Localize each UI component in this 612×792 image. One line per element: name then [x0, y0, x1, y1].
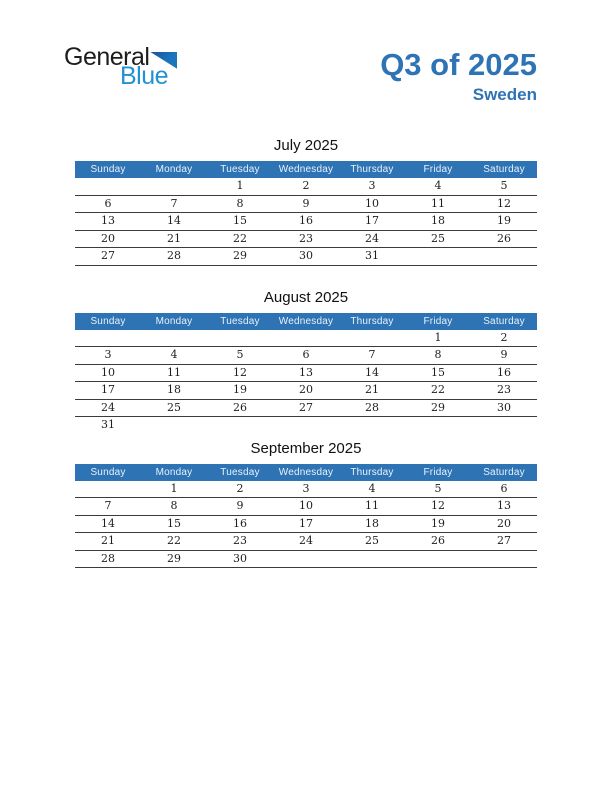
date-cell: 16 — [497, 365, 511, 379]
empty-date-cell — [339, 551, 405, 568]
title-block — [380, 48, 537, 105]
date-cell: 26 — [497, 231, 511, 245]
month-title: July 2025 — [273, 137, 339, 154]
date-cell: 22 — [167, 534, 181, 547]
weekday-cell: Tuesday — [220, 315, 260, 327]
date-cell: 30 — [299, 249, 313, 262]
logo-text-blue: Blue — [120, 62, 169, 90]
date-cell: 18 — [431, 214, 445, 227]
weekday-cell: Tuesday — [220, 466, 260, 478]
weekday-cell: Wednesday — [278, 466, 334, 478]
empty-date-cell — [273, 330, 339, 347]
date-row — [75, 248, 537, 266]
date-row — [75, 498, 537, 516]
date-cell: 28 — [167, 249, 181, 262]
date-cell: 4 — [170, 348, 178, 361]
date-cell: 2 — [236, 481, 244, 495]
empty-date-cell — [207, 330, 273, 347]
date-cell: 14 — [101, 516, 115, 530]
date-row — [75, 178, 537, 196]
weekday-cell: Sunday — [90, 315, 126, 327]
date-cell: 21 — [167, 231, 181, 245]
date-cell: 10 — [101, 365, 115, 379]
date-cell: 29 — [167, 551, 181, 565]
date-cell: 4 — [434, 179, 442, 192]
date-cell: 28 — [101, 551, 115, 565]
date-cell: 5 — [500, 179, 508, 192]
date-cell: 31 — [101, 418, 115, 431]
weekday-cell: Thursday — [350, 466, 394, 478]
date-cell: 23 — [497, 383, 511, 396]
weekday-header-row — [75, 313, 537, 330]
date-cell: 11 — [365, 499, 379, 512]
date-cell: 22 — [233, 231, 247, 245]
date-cell: 5 — [434, 481, 442, 495]
date-cell: 2 — [302, 179, 310, 192]
date-cell: 17 — [299, 516, 313, 530]
date-cell: 12 — [233, 365, 247, 379]
date-cell: 13 — [497, 499, 511, 512]
date-cell: 11 — [167, 365, 181, 379]
date-cell: 19 — [233, 383, 247, 396]
date-cell: 29 — [431, 400, 445, 414]
weekday-cell: Friday — [423, 315, 453, 327]
date-cell: 25 — [365, 534, 379, 547]
quarter-title: Q3 of 2025 — [380, 47, 537, 82]
weekday-cell: Friday — [423, 466, 453, 478]
date-cell: 15 — [233, 214, 247, 227]
date-cell: 8 — [170, 499, 178, 512]
date-cell: 14 — [365, 365, 379, 379]
date-row — [75, 347, 537, 365]
empty-date-cell — [75, 178, 141, 195]
date-cell: 6 — [104, 196, 112, 210]
empty-date-cell — [141, 417, 207, 435]
date-cell: 8 — [434, 348, 442, 361]
date-row — [75, 231, 537, 249]
month-calendar — [75, 137, 537, 266]
empty-date-cell — [141, 330, 207, 347]
date-cell: 19 — [497, 214, 511, 227]
region-title: Sweden — [472, 85, 537, 104]
date-row — [75, 365, 537, 383]
date-cell: 16 — [233, 516, 247, 530]
date-cell: 25 — [431, 231, 445, 245]
date-cell: 14 — [167, 214, 181, 227]
date-cell: 9 — [236, 499, 244, 512]
date-cell: 3 — [302, 481, 310, 495]
date-cell: 1 — [236, 179, 244, 192]
date-cell: 6 — [302, 348, 310, 361]
weekday-cell: Monday — [155, 315, 193, 327]
date-cell: 18 — [167, 383, 181, 396]
date-cell: 23 — [299, 231, 313, 245]
weekday-cell: Saturday — [483, 315, 525, 327]
weekday-header-row — [75, 464, 537, 481]
date-cell: 15 — [167, 516, 181, 530]
date-cell: 20 — [101, 231, 115, 245]
date-cell: 30 — [233, 551, 247, 565]
empty-date-cell — [339, 330, 405, 347]
date-cell: 31 — [365, 249, 379, 262]
date-cell: 16 — [299, 214, 313, 227]
date-cell: 26 — [431, 534, 445, 547]
date-cell: 18 — [365, 516, 379, 530]
date-cell: 6 — [500, 481, 508, 495]
empty-date-cell — [471, 248, 537, 265]
date-cell: 3 — [104, 348, 112, 361]
date-cell: 20 — [497, 516, 511, 530]
date-cell: 1 — [434, 330, 442, 344]
empty-date-cell — [405, 248, 471, 265]
date-cell: 5 — [236, 348, 244, 361]
date-cell: 11 — [431, 196, 445, 210]
logo-text-general: General — [64, 43, 150, 71]
date-row — [75, 516, 537, 534]
empty-date-cell — [207, 417, 273, 435]
date-row — [75, 481, 537, 499]
month-calendar — [75, 440, 537, 569]
weekday-cell: Saturday — [483, 466, 525, 478]
general-blue-logo — [64, 45, 177, 89]
date-cell: 19 — [431, 516, 445, 530]
date-cell: 9 — [500, 348, 508, 361]
date-cell: 3 — [368, 179, 376, 192]
date-cell: 27 — [101, 249, 115, 262]
weekday-cell: Saturday — [483, 164, 525, 175]
weekday-cell: Monday — [155, 164, 193, 175]
empty-date-cell — [273, 417, 339, 435]
date-cell: 8 — [236, 196, 244, 210]
date-cell: 27 — [497, 534, 511, 547]
weekday-cell: Sunday — [90, 164, 126, 175]
date-cell: 24 — [299, 534, 313, 547]
date-cell: 21 — [101, 534, 115, 547]
date-cell: 7 — [170, 196, 178, 210]
date-cell: 23 — [233, 534, 247, 547]
date-row — [75, 330, 537, 348]
empty-date-cell — [75, 481, 141, 498]
date-cell: 24 — [365, 231, 379, 245]
weekday-cell: Wednesday — [278, 315, 334, 327]
date-cell: 2 — [500, 330, 508, 344]
date-cell: 15 — [431, 365, 445, 379]
weekday-cell: Thursday — [350, 315, 394, 327]
weekday-cell: Thursday — [350, 164, 394, 175]
date-cell: 24 — [101, 400, 115, 414]
date-cell: 7 — [368, 348, 376, 361]
date-cell: 25 — [167, 400, 181, 414]
empty-date-cell — [405, 417, 471, 435]
weekday-cell: Friday — [423, 164, 453, 175]
date-cell: 21 — [365, 383, 379, 396]
month-title: August 2025 — [263, 288, 349, 306]
empty-date-cell — [339, 417, 405, 435]
weekday-cell: Monday — [155, 466, 193, 478]
date-cell: 10 — [365, 196, 379, 210]
date-cell: 12 — [431, 499, 445, 512]
empty-date-cell — [471, 417, 537, 435]
empty-date-cell — [471, 551, 537, 568]
date-cell: 4 — [368, 481, 376, 495]
date-cell: 17 — [101, 383, 115, 396]
date-row — [75, 400, 537, 418]
weekday-cell: Sunday — [90, 466, 126, 478]
date-cell: 20 — [299, 383, 313, 396]
calendar-months — [75, 130, 537, 568]
date-row — [75, 551, 537, 569]
date-cell: 29 — [233, 249, 247, 262]
date-row — [75, 533, 537, 551]
date-row — [75, 382, 537, 400]
date-cell: 10 — [299, 499, 313, 512]
date-cell: 30 — [497, 400, 511, 414]
date-row — [75, 213, 537, 231]
date-row — [75, 196, 537, 214]
empty-date-cell — [273, 551, 339, 568]
month-title: September 2025 — [250, 439, 362, 457]
empty-date-cell — [141, 178, 207, 195]
date-cell: 1 — [170, 481, 178, 495]
date-cell: 12 — [497, 196, 511, 210]
date-cell: 7 — [104, 499, 112, 512]
date-cell: 17 — [365, 214, 379, 227]
date-cell: 26 — [233, 400, 247, 414]
weekday-cell: Tuesday — [220, 164, 260, 175]
month-calendar — [75, 289, 537, 435]
date-cell: 13 — [101, 214, 115, 227]
empty-date-cell — [75, 330, 141, 347]
date-row — [75, 417, 537, 435]
date-cell: 9 — [302, 196, 310, 210]
weekday-cell: Wednesday — [278, 164, 334, 175]
empty-date-cell — [405, 551, 471, 568]
date-cell: 13 — [299, 365, 313, 379]
date-cell: 28 — [365, 400, 379, 414]
weekday-header-row — [75, 161, 537, 178]
date-cell: 27 — [299, 400, 313, 414]
date-cell: 22 — [431, 383, 445, 396]
